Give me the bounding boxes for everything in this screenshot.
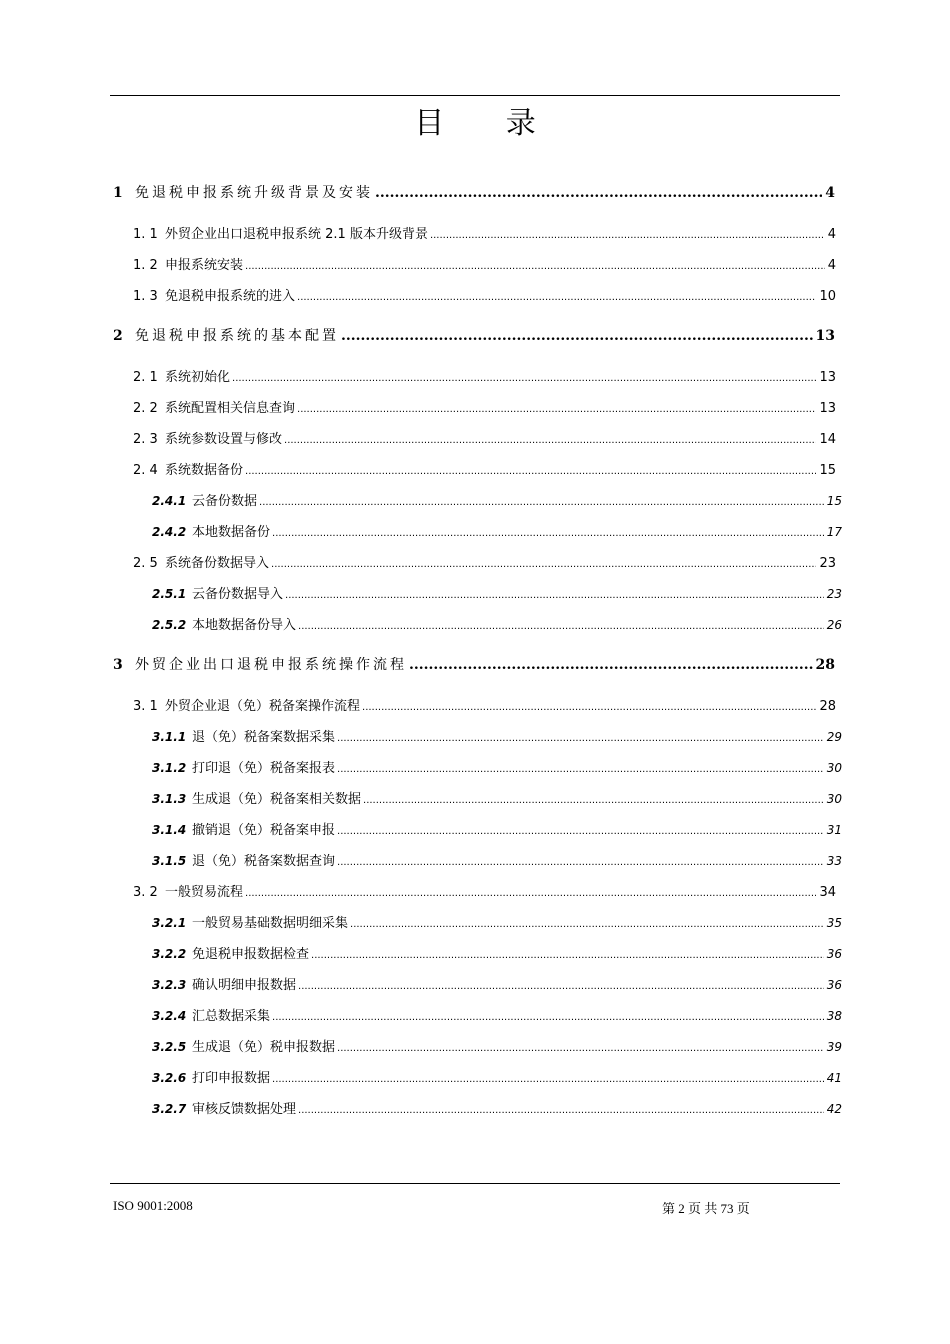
toc-entry-page: 4 [827,227,836,242]
toc-entry-number: 3.1.4 [152,823,187,837]
toc-entry-number: 2. 4 [133,463,158,478]
toc-entry-number: 3.2.3 [152,978,187,992]
toc-entry-number: 2. 3 [133,432,158,447]
toc-entry-page: 13 [819,401,836,416]
toc-entry-page: 34 [819,885,836,900]
toc-entry-page: 23 [819,556,836,571]
toc-entry-number: 3.1.5 [152,854,187,868]
toc-entry-title: 本地数据备份 [192,525,271,540]
toc-entry-leader [409,657,813,673]
toc-entry[interactable] [152,912,842,931]
toc-entry-number: 3.2.6 [152,1071,187,1085]
toc-entry[interactable] [152,1067,842,1086]
toc-entry-title: 云备份数据导入 [192,587,284,602]
footer-rule [110,1183,840,1184]
toc-entry-title: 系统初始化 [165,370,231,385]
toc-entry-leader [375,185,822,201]
toc-entry-title: 外贸企业出口退税申报系统操作流程 [135,657,407,673]
toc-entry-page: 15 [819,463,836,478]
toc-entry-page: 26 [826,618,842,632]
toc-entry-title: 生成退（免）税备案相关数据 [192,792,362,807]
toc-entry-page: 23 [826,587,842,601]
toc-entry-title: 系统备份数据导入 [165,556,270,571]
toc-entry-page: 10 [819,289,836,304]
toc-entry[interactable] [152,1005,842,1024]
toc-entry-leader [337,733,824,744]
toc-entry-number: 2.5.1 [152,587,187,601]
toc-entry-page: 30 [826,792,842,806]
toc-entry-number: 2. 2 [133,401,158,416]
toc-entry[interactable] [152,757,842,776]
toc-entry-page: 13 [815,328,835,344]
toc-entry[interactable] [133,428,836,447]
toc-entry[interactable] [133,552,836,571]
toc-entry-leader [298,621,824,632]
toc-entry[interactable] [152,974,842,993]
toc-entry-number: 3. 2 [133,885,158,900]
toc-entry-leader [271,559,816,570]
toc-entry-leader [232,373,816,384]
toc-entry-title: 系统参数设置与修改 [165,432,283,447]
toc-entry-leader [363,795,824,806]
toc-entry-title: 外贸企业退（免）税备案操作流程 [165,699,361,714]
toc-entry-title: 退（免）税备案数据查询 [192,854,336,869]
toc-entry-page: 13 [819,370,836,385]
toc-entry[interactable] [152,850,842,869]
toc-entry-leader [245,466,816,477]
toc-entry-leader [337,826,824,837]
toc-entry[interactable] [133,695,836,714]
footer-page-count: 第 2 页 共 73 页 [662,1201,750,1216]
toc-entry[interactable] [152,726,842,745]
toc-entry[interactable] [152,943,842,962]
toc-entry-title: 系统数据备份 [165,463,244,478]
toc-entry-leader [259,497,824,508]
toc-entry-number: 2 [113,328,123,344]
toc-entry-title: 免退税申报数据检查 [192,947,310,962]
toc-entry[interactable] [152,819,842,838]
toc-entry-page: 31 [826,823,842,837]
toc-entry-title: 确认明细申报数据 [192,978,297,993]
toc-entry-page: 28 [819,699,836,714]
toc-entry-leader [272,528,824,539]
toc-entry-number: 2.4.1 [152,494,187,508]
toc-entry-leader [337,857,824,868]
toc-entry-leader [337,1043,824,1054]
toc-entry-title: 一般贸易基础数据明细采集 [192,916,349,931]
toc-entry[interactable] [113,654,835,674]
toc-entry-number: 3.2.2 [152,947,187,961]
toc-entry[interactable] [133,223,836,242]
toc-entry-title: 云备份数据 [192,494,258,509]
toc-entry-leader [362,702,816,713]
toc-entry-page: 4 [825,185,835,201]
toc-entry[interactable] [133,285,836,304]
toc-entry[interactable] [133,881,836,900]
toc-entry[interactable] [152,583,842,602]
toc-entry-number: 3.2.7 [152,1102,187,1116]
toc-entry-page: 36 [826,978,842,992]
toc-entry-leader [297,292,816,303]
toc-entry-title: 一般贸易流程 [165,885,244,900]
toc-entry[interactable] [152,1098,842,1117]
toc-entry-title: 打印申报数据 [192,1071,271,1086]
toc-entry-leader [284,435,816,446]
toc-entry[interactable] [113,325,835,345]
toc-entry-leader [298,981,824,992]
toc-entry-title: 免退税申报系统升级背景及安装 [135,185,373,201]
toc-entry-leader [298,1105,824,1116]
toc-entry-leader [285,590,824,601]
toc-entry-title: 本地数据备份导入 [192,618,297,633]
toc-entry-number: 3 [113,657,123,673]
toc-entry-title: 免退税申报系统的进入 [165,289,296,304]
toc-entry[interactable] [152,614,842,633]
toc-entry-page: 30 [826,761,842,775]
toc-entry[interactable] [133,459,836,478]
toc-entry-page: 15 [826,494,842,508]
toc-entry-number: 2.5.2 [152,618,187,632]
toc-entry-title: 汇总数据采集 [192,1009,271,1024]
page-title: 目 录 [414,106,562,141]
toc-entry-leader [272,1012,824,1023]
toc-entry[interactable] [152,788,842,807]
toc-entry-number: 3.1.3 [152,792,187,806]
toc-entry-leader [245,261,825,272]
toc-entry-leader [311,950,824,961]
toc-entry-leader [297,404,816,415]
toc-entry-number: 3.1.1 [152,730,187,744]
toc-entry[interactable] [113,182,835,202]
toc-entry-title: 外贸企业出口退税申报系统 2.1 版本升级背景 [165,227,428,242]
toc-entry-page: 41 [826,1071,842,1085]
toc-entry-leader [350,919,824,930]
toc-entry[interactable] [133,366,836,385]
toc-entry-title: 打印退（免）税备案报表 [192,761,336,776]
toc-entry-title: 审核反馈数据处理 [192,1102,297,1117]
toc-entry-leader [272,1074,824,1085]
toc-entry-page: 28 [815,657,835,673]
toc-entry-title: 免退税申报系统的基本配置 [135,328,339,344]
toc-entry-number: 3.2.1 [152,916,187,930]
toc-entry[interactable] [133,397,836,416]
toc-entry-page: 29 [826,730,842,744]
toc-entry-title: 生成退（免）税申报数据 [192,1040,336,1055]
toc-entry-number: 3.1.2 [152,761,187,775]
toc-entry-number: 2. 1 [133,370,158,385]
toc-entry-number: 3. 1 [133,699,158,714]
toc-entry-title: 系统配置相关信息查询 [165,401,296,416]
toc-entry[interactable] [133,254,836,273]
footer-standard: ISO 9001:2008 [113,1198,193,1213]
toc-entry-number: 1. 1 [133,227,158,242]
toc-entry-leader [341,328,813,344]
toc-entry-leader [430,230,825,241]
toc-entry-number: 2. 5 [133,556,158,571]
toc-entry-leader [245,888,816,899]
toc-entry-number: 1 [113,185,123,201]
toc-entry-page: 33 [826,854,842,868]
toc-entry-page: 38 [826,1009,842,1023]
toc-entry[interactable] [152,1036,842,1055]
toc-entry-page: 14 [819,432,836,447]
toc-entry-page: 42 [826,1102,842,1116]
toc-entry[interactable] [152,490,842,509]
toc-entry-title: 申报系统安装 [165,258,244,273]
toc-entry-page: 36 [826,947,842,961]
toc-entry-leader [337,764,824,775]
toc-entry-number: 3.2.5 [152,1040,187,1054]
toc-entry-number: 3.2.4 [152,1009,187,1023]
toc-entry-number: 2.4.2 [152,525,187,539]
toc-entry-page: 39 [826,1040,842,1054]
toc-entry-page: 35 [826,916,842,930]
toc-entry-title: 退（免）税备案数据采集 [192,730,336,745]
toc-entry-page: 4 [827,258,836,273]
toc-entry-number: 1. 2 [133,258,158,273]
toc-entry-page: 17 [826,525,842,539]
toc-entry[interactable] [152,521,842,540]
toc-entry-number: 1. 3 [133,289,158,304]
toc-entry-title: 撤销退（免）税备案申报 [192,823,336,838]
